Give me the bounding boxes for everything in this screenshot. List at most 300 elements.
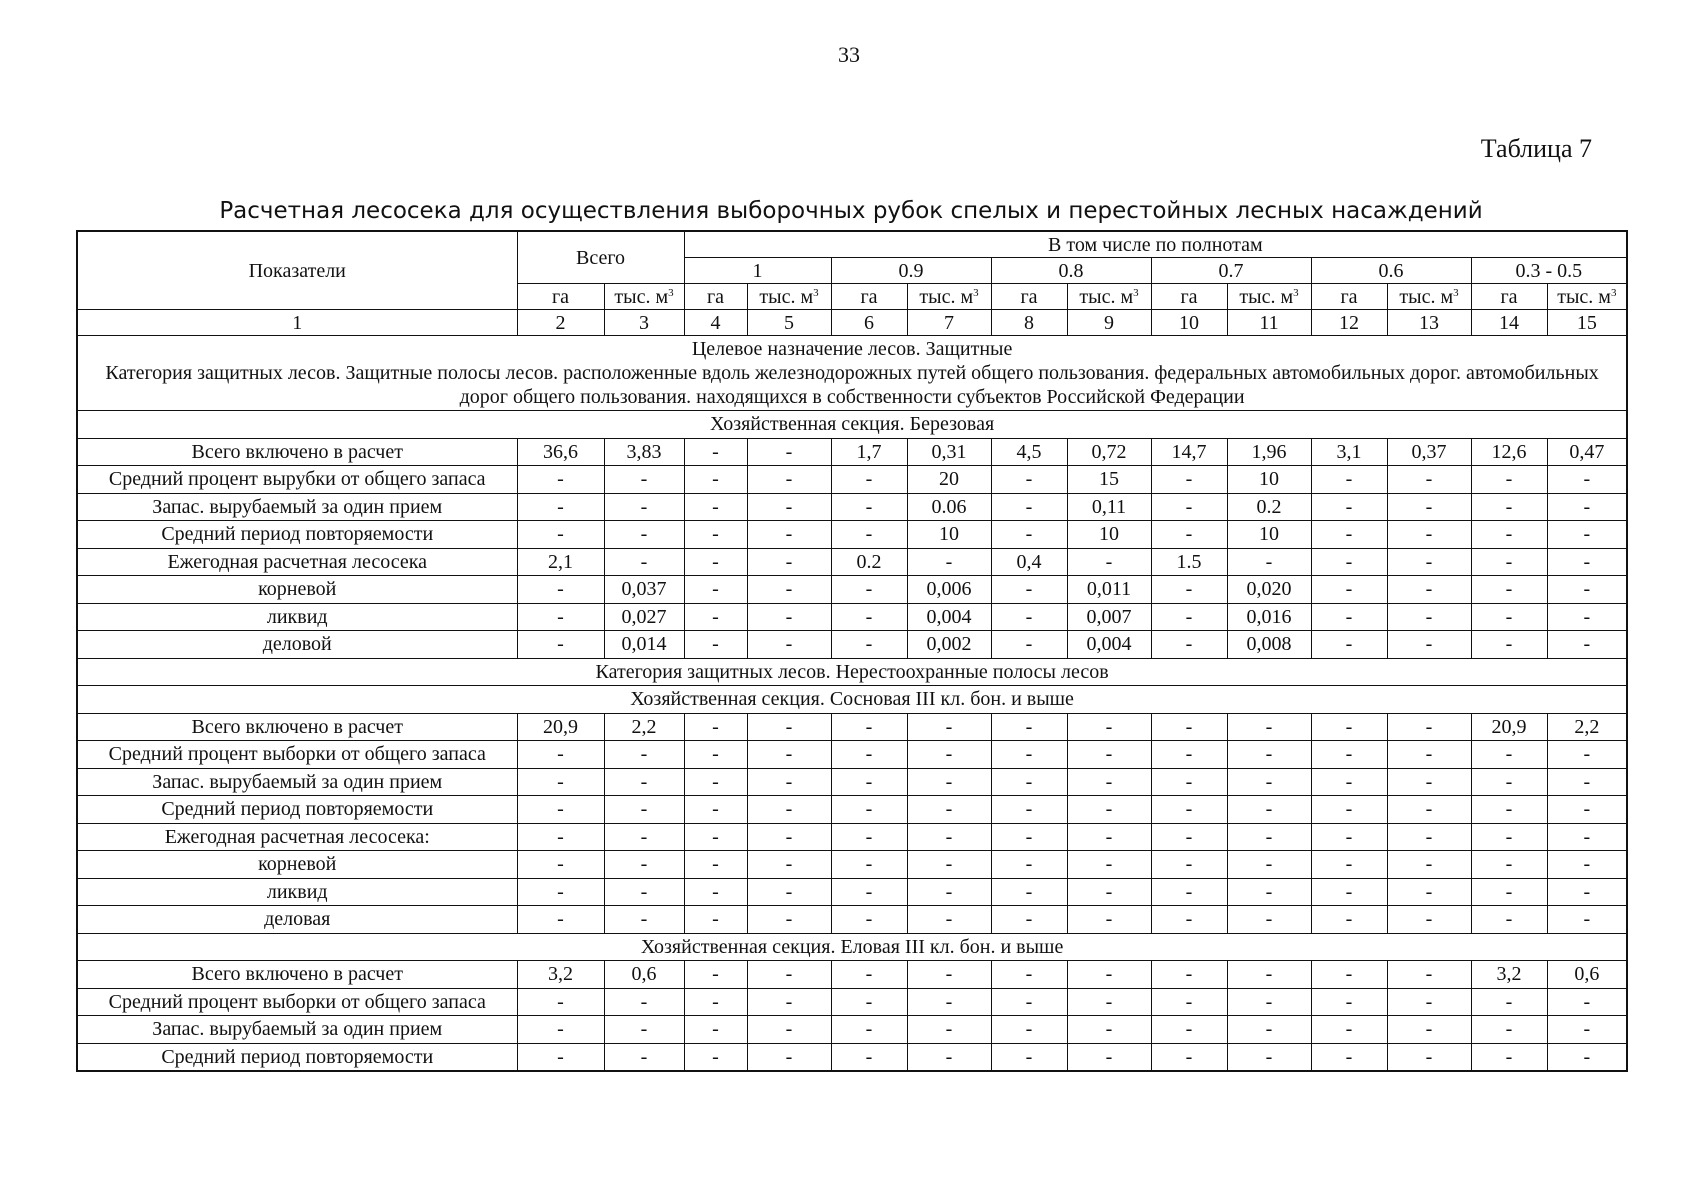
table-cell: - [1067, 906, 1151, 934]
table-cell: - [1067, 548, 1151, 576]
unit-volume-exponent: 3 [1133, 286, 1139, 299]
table-cell: 0,027 [604, 603, 684, 631]
table-cell: 0,11 [1067, 493, 1151, 521]
table-cell: - [604, 988, 684, 1016]
table-cell: - [991, 1043, 1067, 1071]
table-cell: - [1471, 823, 1547, 851]
table-cell: - [747, 823, 831, 851]
table-cell: - [684, 768, 747, 796]
table-row [77, 1016, 1627, 1044]
row-label: деловой [77, 631, 517, 659]
table-cell: - [1387, 906, 1471, 934]
table-cell: - [1387, 493, 1471, 521]
table-cell: - [1311, 493, 1387, 521]
table-cell: - [1311, 988, 1387, 1016]
table-cell: - [517, 1016, 604, 1044]
table-row [77, 466, 1627, 494]
table-cell: - [907, 878, 991, 906]
table-cell: - [1387, 548, 1471, 576]
table-cell: - [517, 768, 604, 796]
table-cell: 10 [1067, 521, 1151, 549]
table-cell: - [1227, 906, 1311, 934]
table-cell: 20,9 [517, 713, 604, 741]
table-cell: - [1471, 851, 1547, 879]
table-row [77, 878, 1627, 906]
table-cell: - [907, 906, 991, 934]
table-cell: - [1311, 603, 1387, 631]
table-cell: - [831, 796, 907, 824]
table-cell: - [1471, 741, 1547, 769]
table-cell: 0,004 [1067, 631, 1151, 659]
table-cell: - [604, 878, 684, 906]
table-cell: - [1067, 851, 1151, 879]
table-cell: - [1227, 961, 1311, 989]
table-cell: - [1067, 823, 1151, 851]
table-cell: - [604, 796, 684, 824]
column-number: 12 [1311, 310, 1387, 336]
header-indicators: Показатели [77, 231, 517, 310]
table-cell: - [684, 438, 747, 466]
table-cell: 10 [907, 521, 991, 549]
table-cell: - [747, 796, 831, 824]
section-title: Хозяйственная секция. Березовая [77, 411, 1627, 439]
table-row [77, 768, 1627, 796]
unit-volume [1067, 284, 1151, 310]
table-cell: - [684, 1016, 747, 1044]
table-cell: - [747, 1043, 831, 1071]
header-total: Всего [517, 231, 684, 284]
table-cell: - [1387, 603, 1471, 631]
table-cell: 0,011 [1067, 576, 1151, 604]
table-cell: - [684, 741, 747, 769]
table-cell: - [1067, 1043, 1151, 1071]
table-row [77, 823, 1627, 851]
unit-ha: га [991, 284, 1067, 310]
unit-volume-exponent: 3 [973, 286, 979, 299]
unit-volume-exponent: 3 [1293, 286, 1299, 299]
table-row [77, 603, 1627, 631]
table-cell: - [1151, 466, 1227, 494]
table-cell: 0,6 [604, 961, 684, 989]
unit-ha: га [1311, 284, 1387, 310]
table-cell: 0,007 [1067, 603, 1151, 631]
table-cell: - [1067, 768, 1151, 796]
unit-volume [604, 284, 684, 310]
row-label: Средний период повторяемости [77, 1043, 517, 1071]
table-cell: - [991, 823, 1067, 851]
row-label: Запас. вырубаемый за один прием [77, 1016, 517, 1044]
table-cell: - [1547, 466, 1627, 494]
table-cell: 0,6 [1547, 961, 1627, 989]
table-cell: - [1227, 741, 1311, 769]
table-cell: - [1067, 878, 1151, 906]
unit-volume [1227, 284, 1311, 310]
table-cell: - [831, 1043, 907, 1071]
header-by-density: В том числе по полнотам [684, 231, 1627, 258]
table-cell: - [831, 851, 907, 879]
table-cell: - [991, 631, 1067, 659]
table-cell: - [604, 493, 684, 521]
table-cell: - [1547, 603, 1627, 631]
forest-cutting-table [76, 230, 1628, 1072]
table-cell: - [1471, 576, 1547, 604]
unit-volume-exponent: 3 [813, 286, 819, 299]
unit-volume-text: тыс. м [1079, 285, 1134, 308]
table-cell: - [831, 1016, 907, 1044]
table-cell: 4,5 [991, 438, 1067, 466]
table-cell: - [991, 988, 1067, 1016]
column-number: 15 [1547, 310, 1627, 336]
table-cell: - [1547, 823, 1627, 851]
density-header: 0.9 [831, 258, 991, 284]
table-cell: - [1471, 521, 1547, 549]
column-number: 7 [907, 310, 991, 336]
table-cell: - [1471, 768, 1547, 796]
table-cell: - [517, 576, 604, 604]
table-cell: - [1387, 961, 1471, 989]
table-cell: 20,9 [1471, 713, 1547, 741]
table-cell: - [1471, 493, 1547, 521]
table-cell: - [517, 878, 604, 906]
table-cell: - [747, 961, 831, 989]
table-row [77, 906, 1627, 934]
table-cell: 0,006 [907, 576, 991, 604]
section-title: Хозяйственная секция. Еловая III кл. бон. и выше [77, 933, 1627, 961]
table-cell: - [1471, 466, 1547, 494]
table-cell: - [1227, 1043, 1311, 1071]
table-row [77, 631, 1627, 659]
table-cell: - [907, 796, 991, 824]
table-cell: - [747, 576, 831, 604]
row-label: Всего включено в расчет [77, 961, 517, 989]
table-cell: 3,2 [517, 961, 604, 989]
table-cell: - [747, 493, 831, 521]
section-title: Хозяйственная секция. Сосновая III кл. бон. и выше [77, 686, 1627, 714]
unit-ha: га [517, 284, 604, 310]
table-cell: - [517, 906, 604, 934]
table-cell: - [1311, 713, 1387, 741]
table-row [77, 851, 1627, 879]
table-cell: - [1151, 988, 1227, 1016]
table-cell: - [604, 851, 684, 879]
table-cell: - [1067, 741, 1151, 769]
table-cell: - [1067, 961, 1151, 989]
row-label: Средний период повторяемости [77, 521, 517, 549]
table-cell: - [907, 988, 991, 1016]
table-title: Расчетная лесосека для осуществления выборочных рубок спелых и перестойных лесных насаждений [219, 198, 1483, 224]
table-cell: 0,4 [991, 548, 1067, 576]
table-cell: - [831, 576, 907, 604]
unit-volume [907, 284, 991, 310]
table-cell: - [1387, 851, 1471, 879]
category-description: Категория защитных лесов. Защитные полосы лесов. расположенные вдоль железнодорожных путей общего пользования. федеральных автомобильных дорог. автомобильных дорог общего пользования. находящихся в собственности субъектов Российской Федерации [105, 362, 1599, 408]
table-cell: - [517, 603, 604, 631]
table-cell: - [747, 603, 831, 631]
table-cell: - [1311, 768, 1387, 796]
column-number: 8 [991, 310, 1067, 336]
table-cell: - [684, 713, 747, 741]
table-cell: 3,83 [604, 438, 684, 466]
column-number: 13 [1387, 310, 1471, 336]
table-cell: - [991, 796, 1067, 824]
table-cell: - [1311, 851, 1387, 879]
table-cell: - [1387, 823, 1471, 851]
table-cell: 0,37 [1387, 438, 1471, 466]
table-row [77, 576, 1627, 604]
table-cell: - [1547, 851, 1627, 879]
row-label: Ежегодная расчетная лесосека [77, 548, 517, 576]
row-label: ликвид [77, 878, 517, 906]
table-cell: - [517, 851, 604, 879]
table-cell: - [1151, 603, 1227, 631]
table-row [77, 521, 1627, 549]
unit-ha: га [1151, 284, 1227, 310]
table-cell: - [991, 768, 1067, 796]
table-cell: - [747, 741, 831, 769]
table-cell: - [907, 1016, 991, 1044]
table-cell: - [1471, 548, 1547, 576]
unit-ha: га [684, 284, 747, 310]
table-cell: 0,016 [1227, 603, 1311, 631]
table-cell: - [907, 741, 991, 769]
table-cell: - [991, 521, 1067, 549]
table-cell: - [1387, 1043, 1471, 1071]
table-cell: - [831, 878, 907, 906]
table-cell: 0,004 [907, 603, 991, 631]
table-row [77, 741, 1627, 769]
table-cell: - [604, 1043, 684, 1071]
row-label: Ежегодная расчетная лесосека: [77, 823, 517, 851]
table-cell: - [684, 521, 747, 549]
table-cell: - [604, 768, 684, 796]
table-cell: - [1311, 741, 1387, 769]
table-cell: - [1067, 1016, 1151, 1044]
table-cell: 0,020 [1227, 576, 1311, 604]
table-cell: - [907, 1043, 991, 1071]
table-cell: - [831, 961, 907, 989]
unit-ha: га [1471, 284, 1547, 310]
unit-volume-text: тыс. м [1557, 285, 1611, 308]
table-cell: - [1151, 1016, 1227, 1044]
unit-volume-exponent: 3 [668, 286, 674, 299]
table-cell: - [684, 466, 747, 494]
row-label: Всего включено в расчет [77, 713, 517, 741]
unit-volume-exponent: 3 [1453, 286, 1459, 299]
table-cell: 0.06 [907, 493, 991, 521]
table-label: Таблица 7 [1480, 134, 1592, 163]
table-cell: 12,6 [1471, 438, 1547, 466]
table-cell: - [684, 576, 747, 604]
table-cell: - [1387, 521, 1471, 549]
table-cell: - [1151, 906, 1227, 934]
table-cell: - [517, 466, 604, 494]
table-cell: - [517, 1043, 604, 1071]
table-cell: - [1387, 713, 1471, 741]
table-cell: 3,1 [1311, 438, 1387, 466]
table-cell: 1,7 [831, 438, 907, 466]
table-cell: - [517, 521, 604, 549]
table-cell: - [604, 823, 684, 851]
table-cell: - [684, 493, 747, 521]
table-cell: - [1311, 878, 1387, 906]
table-cell: 36,6 [517, 438, 604, 466]
table-cell: - [517, 796, 604, 824]
table-cell: - [907, 548, 991, 576]
table-cell: - [1311, 466, 1387, 494]
table-cell: - [1151, 823, 1227, 851]
page-number: 33 [838, 42, 860, 67]
table-cell: - [991, 878, 1067, 906]
table-cell: - [1387, 988, 1471, 1016]
column-number: 5 [747, 310, 831, 336]
table-cell: - [1471, 1016, 1547, 1044]
table-cell: - [831, 631, 907, 659]
table-cell: - [1311, 961, 1387, 989]
table-cell: - [1151, 851, 1227, 879]
table-cell: - [1547, 576, 1627, 604]
table-cell: - [517, 493, 604, 521]
table-cell: - [991, 741, 1067, 769]
table-cell: - [1471, 906, 1547, 934]
table-cell: - [1311, 906, 1387, 934]
table-cell: - [1471, 603, 1547, 631]
table-cell: 0,72 [1067, 438, 1151, 466]
table-cell: - [684, 961, 747, 989]
table-cell: - [747, 906, 831, 934]
table-cell: - [1471, 631, 1547, 659]
table-row [77, 548, 1627, 576]
table-cell: - [1311, 576, 1387, 604]
density-header: 0.8 [991, 258, 1151, 284]
table-cell: - [684, 988, 747, 1016]
table-cell: - [1067, 713, 1151, 741]
table-cell: 0,008 [1227, 631, 1311, 659]
table-cell: - [1387, 466, 1471, 494]
table-cell: - [1151, 768, 1227, 796]
table-cell: 2,2 [1547, 713, 1627, 741]
row-label: корневой [77, 576, 517, 604]
table-cell: - [684, 603, 747, 631]
table-row [77, 438, 1627, 466]
table-cell: - [684, 1043, 747, 1071]
table-cell: 1,96 [1227, 438, 1311, 466]
table-cell: - [907, 851, 991, 879]
table-cell: - [1387, 878, 1471, 906]
table-row [77, 796, 1627, 824]
table-cell: 1.5 [1151, 548, 1227, 576]
table-cell: - [1547, 1016, 1627, 1044]
table-cell: - [991, 713, 1067, 741]
table-cell: - [604, 548, 684, 576]
table-cell: - [1311, 1016, 1387, 1044]
row-label: ликвид [77, 603, 517, 631]
row-label: Средний процент выборки от общего запаса [77, 988, 517, 1016]
column-number: 11 [1227, 310, 1311, 336]
table-cell: - [517, 823, 604, 851]
unit-volume-text: тыс. м [614, 285, 669, 308]
table-cell: 0.2 [1227, 493, 1311, 521]
unit-volume-text: тыс. м [759, 285, 814, 308]
table-cell: - [907, 768, 991, 796]
table-cell: 0,037 [604, 576, 684, 604]
column-number: 3 [604, 310, 684, 336]
column-number: 2 [517, 310, 604, 336]
table-cell: - [1151, 576, 1227, 604]
unit-volume [1547, 284, 1627, 310]
table-cell: - [1067, 988, 1151, 1016]
table-cell: 15 [1067, 466, 1151, 494]
row-label: Средний процент выборки от общего запаса [77, 741, 517, 769]
table-cell: - [1311, 1043, 1387, 1071]
table-cell: - [1151, 961, 1227, 989]
table-cell: - [1547, 796, 1627, 824]
description-block [77, 336, 1627, 411]
table-cell: - [1227, 713, 1311, 741]
table-cell: - [907, 961, 991, 989]
table-cell: - [1547, 906, 1627, 934]
column-number: 10 [1151, 310, 1227, 336]
density-header: 0.7 [1151, 258, 1311, 284]
table-cell: - [991, 466, 1067, 494]
table-cell: - [684, 906, 747, 934]
table-cell: - [1547, 768, 1627, 796]
table-cell: - [1547, 878, 1627, 906]
table-cell: - [684, 631, 747, 659]
row-label: корневой [77, 851, 517, 879]
table-cell: - [1227, 768, 1311, 796]
table-cell: - [684, 548, 747, 576]
table-cell: - [831, 988, 907, 1016]
unit-volume [1387, 284, 1471, 310]
table-cell: - [1151, 796, 1227, 824]
table-cell: - [1471, 1043, 1547, 1071]
unit-volume-exponent: 3 [1610, 286, 1617, 299]
table-cell: - [1067, 796, 1151, 824]
table-cell: - [831, 823, 907, 851]
unit-volume-text: тыс. м [1399, 285, 1454, 308]
table-cell: - [831, 713, 907, 741]
table-cell: - [831, 466, 907, 494]
table-cell: 10 [1227, 521, 1311, 549]
table-cell: - [991, 576, 1067, 604]
table-cell: - [1151, 713, 1227, 741]
table-cell: - [1227, 823, 1311, 851]
row-label: Запас. вырубаемый за один прием [77, 768, 517, 796]
table-cell: - [684, 878, 747, 906]
row-label: Всего включено в расчет [77, 438, 517, 466]
table-cell: - [1547, 548, 1627, 576]
table-cell: - [1311, 823, 1387, 851]
column-number: 1 [77, 310, 517, 336]
table-cell: - [747, 713, 831, 741]
density-header: 0.3 - 0.5 [1471, 258, 1627, 284]
table-cell: - [747, 851, 831, 879]
table-cell: - [604, 906, 684, 934]
table-cell: 0,014 [604, 631, 684, 659]
table-cell: - [831, 768, 907, 796]
table-cell: - [1471, 878, 1547, 906]
table-cell: - [831, 906, 907, 934]
column-number: 4 [684, 310, 747, 336]
table-cell: - [604, 521, 684, 549]
row-label: деловая [77, 906, 517, 934]
table-row [77, 1043, 1627, 1071]
table-cell: 10 [1227, 466, 1311, 494]
table-cell: - [747, 768, 831, 796]
table-cell: - [1227, 796, 1311, 824]
unit-volume [747, 284, 831, 310]
density-header: 0.6 [1311, 258, 1471, 284]
